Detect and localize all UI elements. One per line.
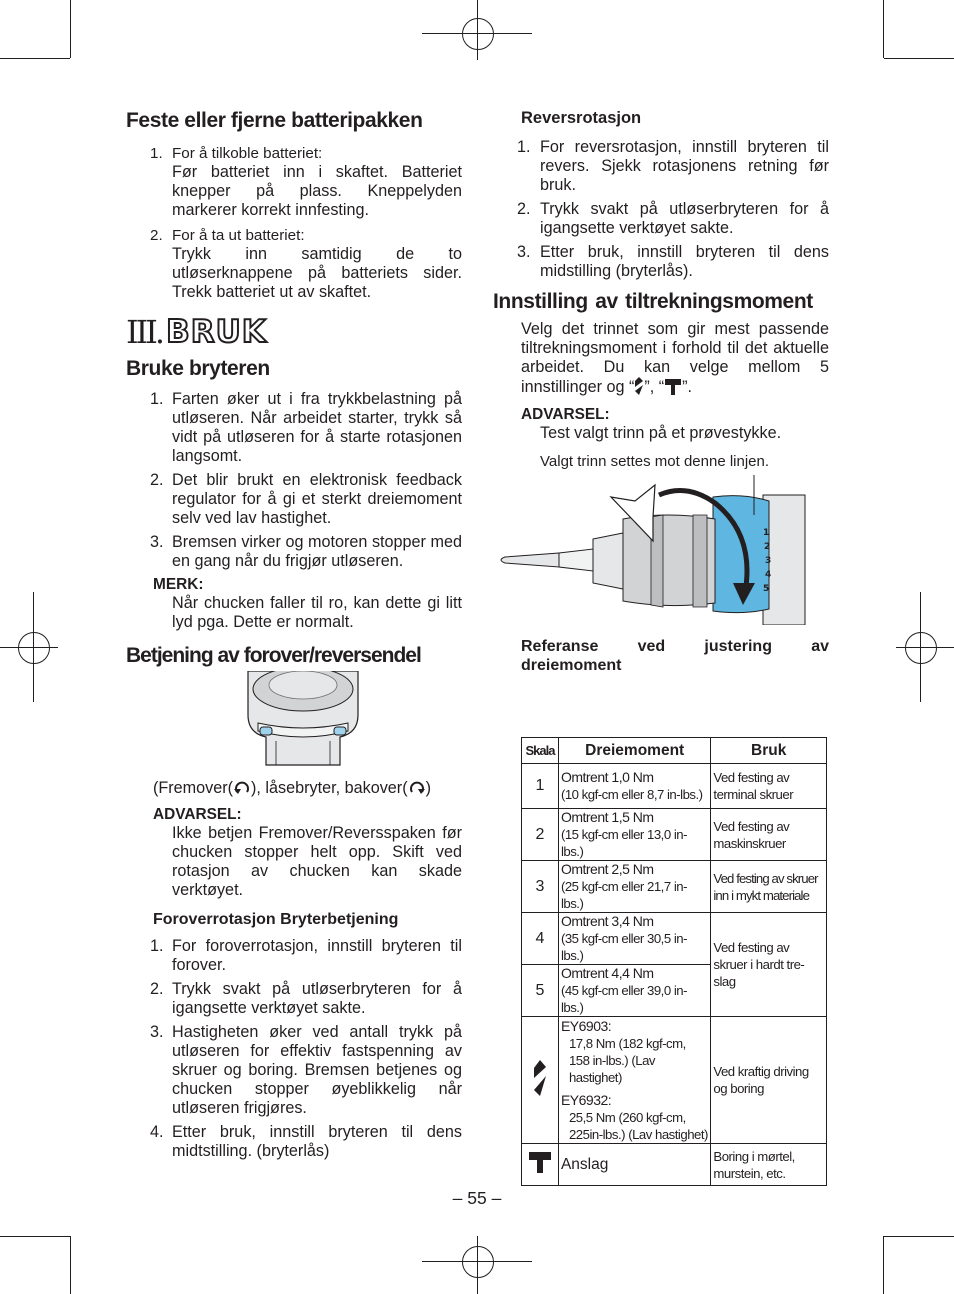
hammer-icon bbox=[528, 1160, 552, 1177]
hammer-icon bbox=[664, 378, 682, 400]
table-row: 1 Omtrent 1,0 Nm (10 kgf-cm eller 8,7 in-lbs.) Ved festing av terminal skruer bbox=[522, 764, 827, 809]
crop-mark bbox=[896, 647, 954, 648]
svg-text:4: 4 bbox=[765, 570, 772, 580]
warning-text: Test valgt trinn på et prøvestykke. bbox=[540, 424, 782, 442]
switch-section-heading: Bruke bryteren bbox=[126, 357, 270, 380]
table-row: Anslag Boring i mørtel, murstein, etc. bbox=[522, 1144, 827, 1186]
list-item: 1. For reversrotasjon, innstill bryteren til revers. Sjekk rotasjonens retning før bruk. bbox=[517, 138, 829, 194]
forward-heading: Foroverrotasjon Bryterbetjening bbox=[153, 911, 399, 928]
registration-mark bbox=[905, 632, 937, 664]
registration-mark bbox=[18, 632, 50, 664]
reference-heading: Referanse ved justering av dreiemoment bbox=[521, 638, 829, 674]
note-text: Når chucken faller til ro, kan dette gi litt lyd pga. Dette er normalt. bbox=[172, 594, 462, 631]
drill-chuck-illustration bbox=[493, 475, 829, 625]
warning-label: ADVARSEL: bbox=[153, 806, 242, 823]
forward-rotation-icon bbox=[233, 779, 251, 801]
step-number: 1. bbox=[150, 145, 163, 162]
direction-caption: (Fremover( ), låsebryter, bakover( ) bbox=[153, 779, 462, 801]
list-item: 2. Trykk svakt på utløserbryteren for å igangsette verktøyet sakte. bbox=[517, 200, 829, 237]
column-header: Skala bbox=[522, 738, 559, 764]
list-item: 3. Etter bruk, innstill bryteren til dens midstilling (bryterlås). bbox=[517, 243, 829, 280]
table-row: 2 Omtrent 1,5 Nm (15 kgf-cm eller 13,0 in-lbs.) Ved festing av maskinskruer bbox=[522, 809, 827, 861]
dial-caption: Valgt trinn settes mot denne linjen. bbox=[540, 453, 770, 470]
drill-top-illustration bbox=[126, 671, 462, 767]
list-item: 1. For foroverrotasjon, innstill bryteren til forover. bbox=[150, 937, 462, 974]
chapter-title bbox=[126, 312, 462, 352]
battery-steps bbox=[126, 144, 462, 302]
list-item: 4. Etter bruk, innstill bryteren til dens midtstilling. (bryterlås) bbox=[150, 1123, 462, 1160]
reverse-heading: Reversrotasjon bbox=[521, 109, 642, 127]
torque-dial-figure bbox=[493, 475, 829, 625]
svg-text:1: 1 bbox=[763, 528, 770, 538]
switch-steps bbox=[126, 390, 462, 571]
svg-text:5: 5 bbox=[763, 584, 770, 594]
direction-lever-figure bbox=[126, 671, 462, 767]
table-header-row bbox=[522, 738, 827, 764]
crop-mark bbox=[70, 0, 71, 58]
crop-mark bbox=[422, 33, 532, 34]
table-row: 3 Omtrent 2,5 Nm (25 kgf-cm eller 21,7 in-lbs.) Ved festing av skruer inn i mykt materiale bbox=[522, 861, 827, 913]
list-item: 2. Det blir brukt en elektronisk feedback regulator for å gi et sterkt dreiemoment selv ved lav hastighet. bbox=[150, 471, 462, 527]
reverse-steps bbox=[493, 138, 829, 281]
step-title: For å tilkoble batteriet: bbox=[172, 145, 323, 162]
crop-mark bbox=[883, 1236, 884, 1294]
note-label: MERK: bbox=[153, 576, 204, 593]
crop-mark bbox=[70, 1236, 71, 1294]
reverse-rotation-icon bbox=[408, 779, 426, 801]
column-header: Bruk bbox=[711, 738, 827, 764]
step-body: Før batteriet inn i skaftet. Batteriet knepper på plass. Kneppelyden markerer korrekt innfesting. bbox=[172, 163, 462, 219]
crop-mark bbox=[884, 1236, 954, 1237]
step-body: Trykk inn samtidig de to utløserknappene på batteriets sider. Trekk batteriet ut av skaftet. bbox=[172, 245, 462, 301]
registration-mark bbox=[462, 1246, 494, 1278]
drill-icon bbox=[533, 1083, 547, 1100]
crop-mark bbox=[0, 1236, 70, 1237]
chapter-word: BRUK bbox=[166, 314, 267, 350]
list-item: 3. Hastigheten øker ved antall trykk på utløseren for effektiv fastspenning av skruer og boring. Bremsen betjenes og chucken stopper øyeblikkelig når utløseren frigjøres. bbox=[150, 1023, 462, 1117]
direction-section-heading: Betjening av forover/reversendel bbox=[126, 644, 421, 667]
chapter-roman: III. bbox=[126, 313, 163, 351]
right-column bbox=[493, 108, 829, 675]
table-row: 4 Omtrent 3,4 Nm (35 kgf-cm eller 30,5 in-lbs.) Ved festing av skruer i hardt tre-slag bbox=[522, 913, 827, 965]
torque-section-heading: Innstilling av tiltrekningsmoment bbox=[493, 290, 813, 313]
crop-mark bbox=[477, 0, 478, 60]
torque-intro: Velg det trinnet som gir mest passende tiltrekningsmoment i forhold til det aktuelle arbeidet. Du kan velge mellom 5 innstillinger og “ ”, “ ”. bbox=[521, 320, 829, 400]
step-number: 2. bbox=[150, 227, 163, 244]
warning-label: ADVARSEL: bbox=[521, 406, 610, 423]
column-header: Dreiemoment bbox=[558, 738, 710, 764]
table-row: 5 Omtrent 4,4 Nm (45 kgf-cm eller 39,0 in-lbs.) bbox=[522, 965, 827, 1017]
left-column bbox=[126, 108, 462, 1166]
svg-text:2: 2 bbox=[764, 542, 771, 552]
crop-mark bbox=[0, 58, 70, 59]
list-item bbox=[126, 226, 462, 302]
warning-text: Ikke betjen Fremover/Reversspaken før chucken stopper helt opp. Skift ved rotasjon av chucken kan skade verktøyet. bbox=[172, 824, 462, 899]
drill-icon bbox=[634, 377, 644, 400]
crop-mark bbox=[884, 58, 954, 59]
crop-mark bbox=[477, 1236, 478, 1294]
battery-section-heading: Feste eller fjerne batteripakken bbox=[126, 109, 423, 132]
crop-mark bbox=[883, 0, 884, 58]
step-title: For å ta ut batteriet: bbox=[172, 227, 305, 244]
crop-mark bbox=[422, 1261, 532, 1262]
forward-steps bbox=[126, 937, 462, 1161]
registration-mark bbox=[462, 18, 494, 50]
svg-text:3: 3 bbox=[765, 556, 772, 566]
list-item: 3. Bremsen virker og motoren stopper med en gang når du frigjør utløseren. bbox=[150, 533, 462, 570]
list-item bbox=[126, 144, 462, 220]
crop-mark bbox=[0, 647, 58, 648]
list-item: 2. Trykk svakt på utløserbryteren for å igangsette verktøyet sakte. bbox=[150, 980, 462, 1017]
torque-table bbox=[521, 737, 827, 1186]
page-number: – 55 – bbox=[452, 1188, 502, 1208]
list-item: 1. Farten øker ut i fra trykkbelastning på utløseren. Når arbeidet starter, trykk så vidt på utløseren for å starte rotasjonen langsomt. bbox=[150, 390, 462, 465]
table-row: EY6903: 17,8 Nm (182 kgf-cm, 158 in-lbs.) (Lav hastighet) EY6932: 25,5 Nm (260 kgf-cm, 225in-lbs.) (Lav hastighet) Ved kraftig driving og boring bbox=[522, 1017, 827, 1144]
